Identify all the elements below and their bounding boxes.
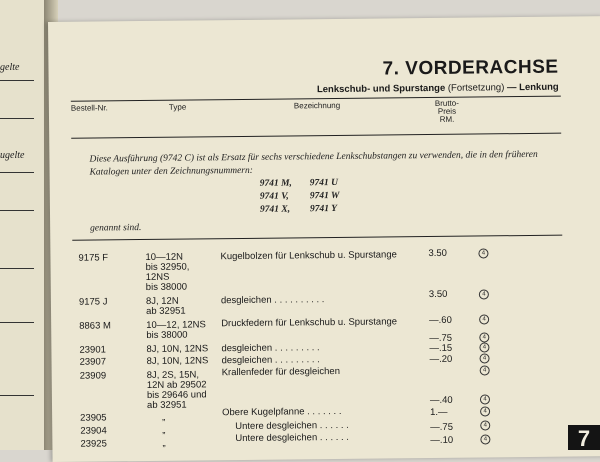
- circled-4-icon: 4: [480, 394, 490, 404]
- subtitle-main: Lenkschub- und Spurstange: [316, 82, 446, 96]
- parts-price: 1.—: [430, 406, 448, 419]
- left-page-rule: [0, 268, 34, 269]
- section-tab-7: 7: [568, 425, 600, 450]
- parts-type: 8J, 12N: [145, 295, 179, 307]
- circled-4-icon: 4: [479, 332, 489, 342]
- page-subtitle: [249, 82, 559, 96]
- note-rule: [72, 235, 562, 241]
- preis-line-1: Brutto-: [434, 98, 459, 108]
- parts-price: —.10: [430, 434, 454, 447]
- left-page-rule: [0, 395, 34, 396]
- drawing-number-row: [260, 202, 410, 217]
- parts-price: 3.50: [428, 247, 448, 260]
- circled-4-icon: 4: [480, 406, 490, 416]
- parts-type: bis 38000: [145, 281, 188, 293]
- left-page-fragment: ugelte: [0, 150, 25, 161]
- subtitle-paren: (Fortsetzung): [447, 82, 505, 94]
- parts-nr: 23905: [80, 412, 107, 424]
- parts-nr: 23904: [80, 425, 107, 437]
- catalog-page: [48, 16, 600, 462]
- circled-4-icon: 4: [480, 365, 490, 375]
- circled-4-icon: 4: [479, 342, 489, 352]
- parts-price: —.75: [430, 421, 454, 434]
- parts-description: Druckfedern für Lenkschub u. Spurstange: [221, 316, 398, 330]
- parts-type: 12N ab 29502: [146, 379, 207, 391]
- drawing-number: 9741 V,: [259, 191, 289, 202]
- parts-description: Untere desgleichen . . . . . .: [235, 431, 349, 445]
- previous-page-edge: [0, 0, 46, 450]
- circled-4-icon: 4: [478, 248, 488, 258]
- column-header-preis: [429, 100, 465, 124]
- drawing-number: 9741 M,: [259, 178, 292, 189]
- parts-nr: 23925: [80, 438, 107, 450]
- parts-description: desgleichen . . . . . . . . .: [221, 354, 320, 367]
- parts-description: desgleichen . . . . . . . . . .: [220, 294, 325, 307]
- parts-description: Krallenfeder für desgleichen: [221, 365, 341, 379]
- parts-type: 12NS: [145, 271, 170, 283]
- parts-type: „: [162, 411, 166, 423]
- left-page-rule: [0, 118, 34, 119]
- circled-4-icon: 4: [479, 314, 489, 324]
- drawing-number: 9741 X,: [259, 204, 291, 215]
- page-title: 7. VORDERACHSE: [382, 56, 559, 80]
- parts-description: Kugelbolzen für Lenkschub u. Spurstange: [220, 249, 397, 263]
- parts-nr: 9175 F: [78, 252, 109, 264]
- parts-description: Untere desgleichen . . . . . .: [235, 419, 349, 433]
- drawing-number: 9741 Y: [309, 203, 338, 215]
- left-page-rule: [0, 172, 34, 173]
- circled-4-icon: 4: [479, 353, 489, 363]
- column-header-type: Type: [168, 102, 187, 112]
- subtitle-end: Lenkung: [519, 81, 559, 94]
- circled-4-icon: 4: [480, 420, 490, 430]
- column-header-bezeichnung: Bezeichnung: [293, 100, 341, 111]
- parts-type: „: [162, 437, 166, 449]
- parts-price: —.15: [429, 342, 453, 355]
- circled-4-icon: 4: [479, 289, 489, 299]
- parts-type: bis 38000: [146, 329, 188, 341]
- parts-type: 8J, 10N, 12NS: [146, 355, 209, 367]
- left-page-rule: [0, 80, 34, 81]
- parts-price: —.20: [429, 353, 453, 366]
- parts-price: —.40: [429, 394, 453, 407]
- parts-description: Obere Kugelpfanne . . . . . . .: [222, 405, 342, 419]
- note-closing: genannt sind.: [90, 223, 142, 234]
- parts-nr: 8863 M: [79, 320, 111, 332]
- left-page-rule: [0, 322, 34, 323]
- preis-line-3: RM.: [439, 114, 455, 124]
- subtitle-dash: —: [506, 82, 517, 94]
- parts-type: 8J, 2S, 15N,: [146, 369, 200, 381]
- left-page-rule: [0, 210, 34, 211]
- drawing-number: 9741 U: [309, 177, 339, 189]
- parts-price: —.75: [429, 332, 453, 345]
- parts-type: „: [162, 424, 166, 436]
- parts-type: 10—12N: [145, 251, 184, 263]
- preis-line-2: Preis: [437, 106, 457, 116]
- parts-nr: 23909: [79, 370, 107, 382]
- parts-nr: 23901: [79, 344, 106, 356]
- note-text: Diese Ausführung (9742 C) ist als Ersatz für sechs verschiedene Lenkschubstangen zu verwenden, die in den früheren Katalogen unter den Zeichnungsnummern:: [89, 149, 538, 178]
- parts-type: 10—12, 12NS: [146, 319, 206, 331]
- drawing-number: 9741 W: [309, 190, 340, 202]
- parts-type: bis 29646 und: [146, 389, 207, 401]
- column-header-rule: [71, 133, 561, 139]
- parts-nr: 9175 J: [78, 296, 108, 308]
- drawing-numbers: [260, 176, 410, 217]
- parts-type: ab 32951: [145, 305, 186, 317]
- parts-type: 8J, 10N, 12NS: [146, 343, 209, 355]
- parts-nr: 23907: [79, 356, 107, 368]
- column-header-bestell-nr: Bestell-Nr.: [70, 103, 108, 113]
- circled-4-icon: 4: [480, 434, 490, 444]
- parts-description: desgleichen . . . . . . . . .: [221, 342, 320, 355]
- parts-price: —.60: [429, 314, 452, 327]
- parts-type: ab 32951: [146, 399, 187, 411]
- left-page-fragment: gelte: [0, 62, 20, 73]
- parts-price: 3.50: [428, 288, 448, 301]
- parts-type: bis 32950,: [145, 261, 190, 273]
